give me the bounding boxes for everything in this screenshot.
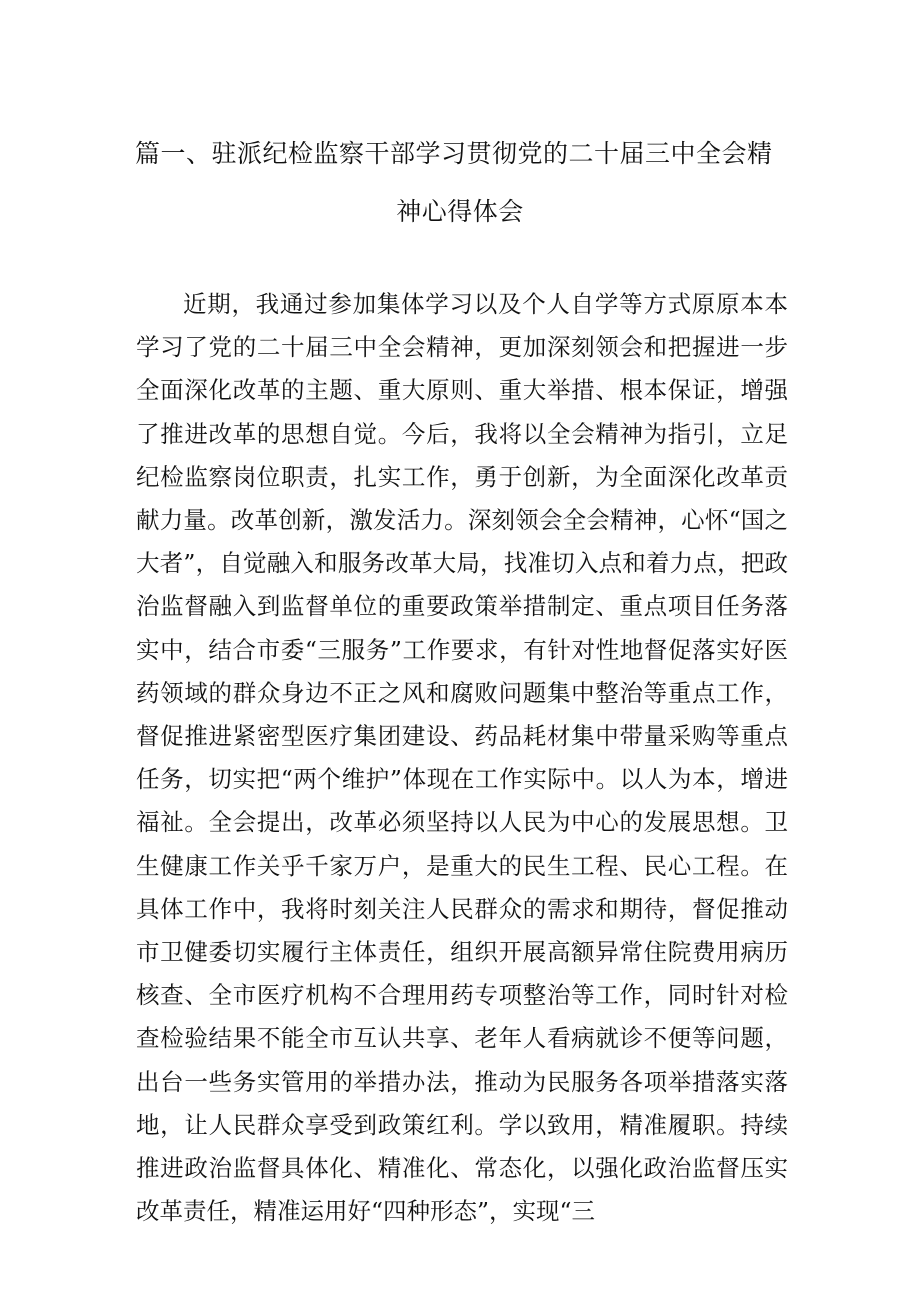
document-title-line-1: 篇一、驻派纪检监察干部学习贯彻党的二十届三中全会精 — [135, 139, 773, 168]
document-body-paragraph: 近期，我通过参加集体学习以及个人自学等方式原原本本学习了党的二十届三中全会精神，更加深刻领会和把握进一步全面深化改革的主题、重大原则、重大举措、根本保证，增强了推进改革的思想自觉。今后，我将以全会精神为指引，立足纪检监察岗位职责，扎实工作，勇于创新，为全面深化改革贡献力量。改革创新，激发活力。深刻领会全会精神，心怀“国之大者”，自觉融入和服务改革大局，找准切入点和着力点，把政治监督融入到监督单位的重要政策举措制定、重点项目任务落实中，结合市委“三服务”工作要求，有针对性地督促落实好医药领域的群众身边不正之风和腐败问题集中整治等重点工作，督促推进紧密型医疗集团建设、药品耗材集中带量采购等重点任务，切实把“两个维护”体现在工作实际中。以人为本，增进福祉。全会提出，改革必须坚持以人民为中心的发展思想。卫生健康工作关乎千家万户，是重大的民生工程、民心工程。在具体工作中，我将时刻关注人民群众的需求和期待，督促推动市卫健委切实履行主体责任，组织开展高额异常住院费用病历核查、全市医疗机构不合理用药专项整治等工作，同时针对检查检验结果不能全市互认共享、老年人看病就诊不便等问题，出台一些务实管用的举措办法，推动为民服务各项举措落实落地，让人民群众享受到政策红利。学以致用，精准履职。持续推进政治监督具体化、精准化、常态化，以强化政治监督压实改革责任，精准运用好“四种形态”，实现“三 — [136, 290, 788, 1226]
document-title-line-2: 神心得体会 — [396, 197, 524, 226]
